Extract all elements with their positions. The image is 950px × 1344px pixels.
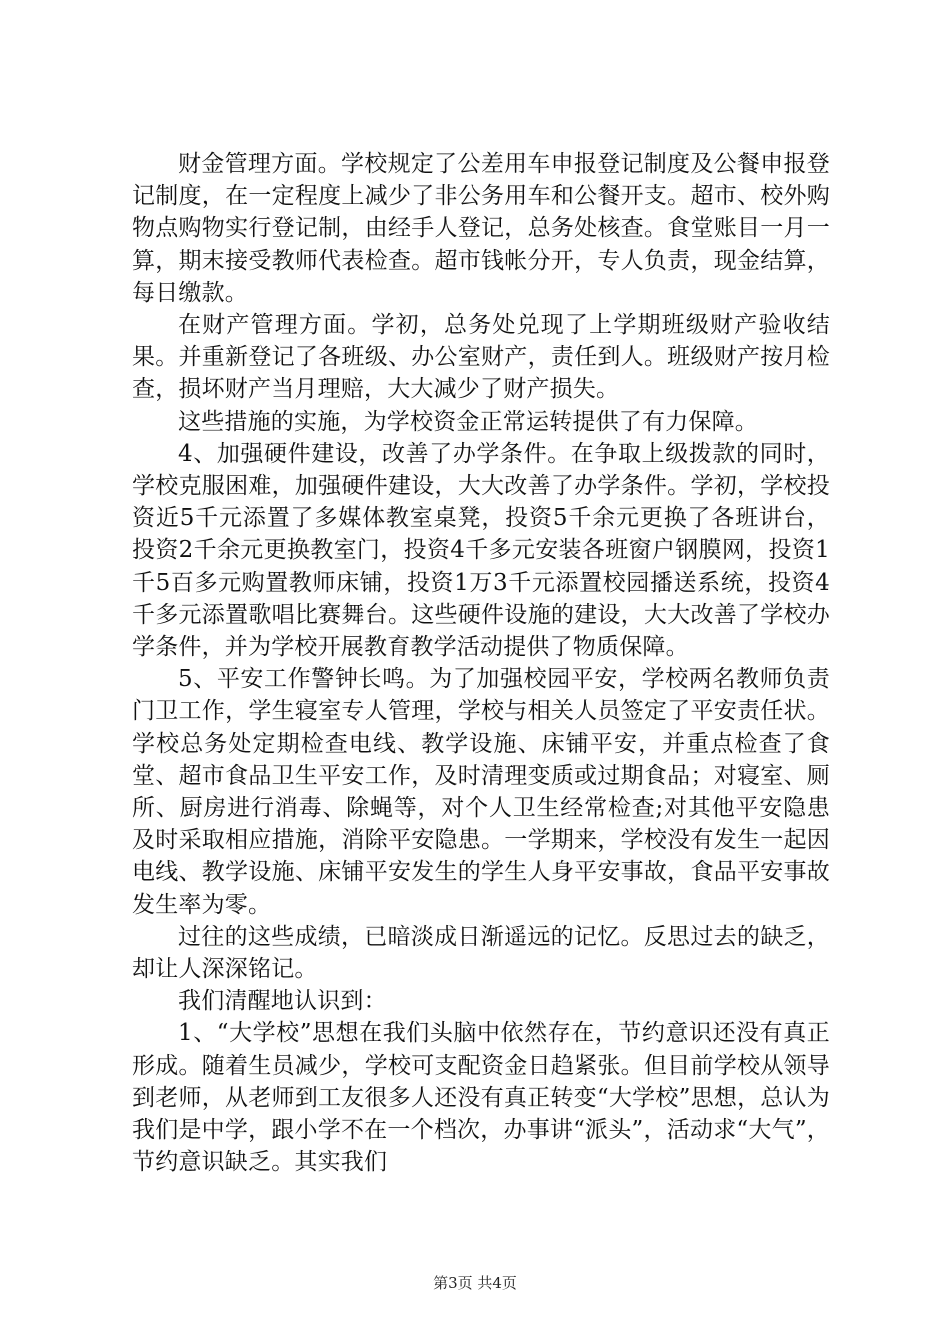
- paragraph-reflection: 过往的这些成绩，已暗淡成日渐遥远的记忆。反思过去的缺乏，却让人深深铭记。: [132, 923, 830, 983]
- paragraph-point-1: 1、“大学校”思想在我们头脑中依然存在，节约意识还没有真正形成。随着生员减少，学校可支配资金日趋紧张。但目前学校从领导到老师，从老师到工友很多人还没有真正转变“大学校”思想，总认为我们是中学，跟小学不在一个档次，办事讲“派头”，活动求“大气”，节约意识缺乏。其实我们: [132, 1020, 830, 1176]
- document-body: [132, 148, 830, 1179]
- paragraph-finance: 财金管理方面。学校规定了公差用车申报登记制度及公餐申报登记制度，在一定程度上减少了非公务用车和公餐开支。超市、校外购物点购物实行登记制，由经手人登记，总务处核查。食堂账目一月一算，期末接受教师代表检查。超市钱帐分开，专人负责，现金结算，每日缴款。: [132, 151, 830, 306]
- page-number-footer: 第3页 共4页: [433, 1274, 517, 1292]
- paragraph-recognition: 我们清醒地认识到：: [178, 988, 387, 1015]
- paragraph-property: 在财产管理方面。学初，总务处兑现了上学期班级财产验收结果。并重新登记了各班级、办公室财产，责任到人。班级财产按月检查，损坏财产当月理赔，大大减少了财产损失。: [132, 312, 830, 403]
- paragraph-safety: 5、平安工作警钟长鸣。为了加强校园平安，学校两名教师负责门卫工作，学生寝室专人管理，学校与相关人员签定了平安责任状。学校总务处定期检查电线、教学设施、床铺平安，并重点检查了食堂、超市食品卫生平安工作，及时清理变质或过期食品；对寝室、厕所、厨房进行消毒、除蝇等，对个人卫生经常检查;对其他平安隐患及时采取相应措施，消除平安隐患。一学期来，学校没有发生一起因电线、教学设施、床铺平安发生的学生人身平安事故，食品平安事故发生率为零。: [132, 666, 830, 918]
- paragraph-hardware: 4、加强硬件建设，改善了办学条件。在争取上级拨款的同时，学校克服困难，加强硬件建设，大大改善了办学条件。学初，学校投资近5千元添置了多媒体教室桌凳，投资5千余元更换了各班讲台，投资2千余元更换教室门，投资4千多元安装各班窗户钢膜网，投资1千5百多元购置教师床铺，投资1万3千元添置校园播送系统，投资4千多元添置歌唱比赛舞台。这些硬件设施的建设，大大改善了学校办学条件，并为学校开展教育教学活动提供了物质保障。: [132, 440, 830, 661]
- paragraph-measures: 这些措施的实施，为学校资金正常运转提供了有力保障。: [178, 408, 758, 435]
